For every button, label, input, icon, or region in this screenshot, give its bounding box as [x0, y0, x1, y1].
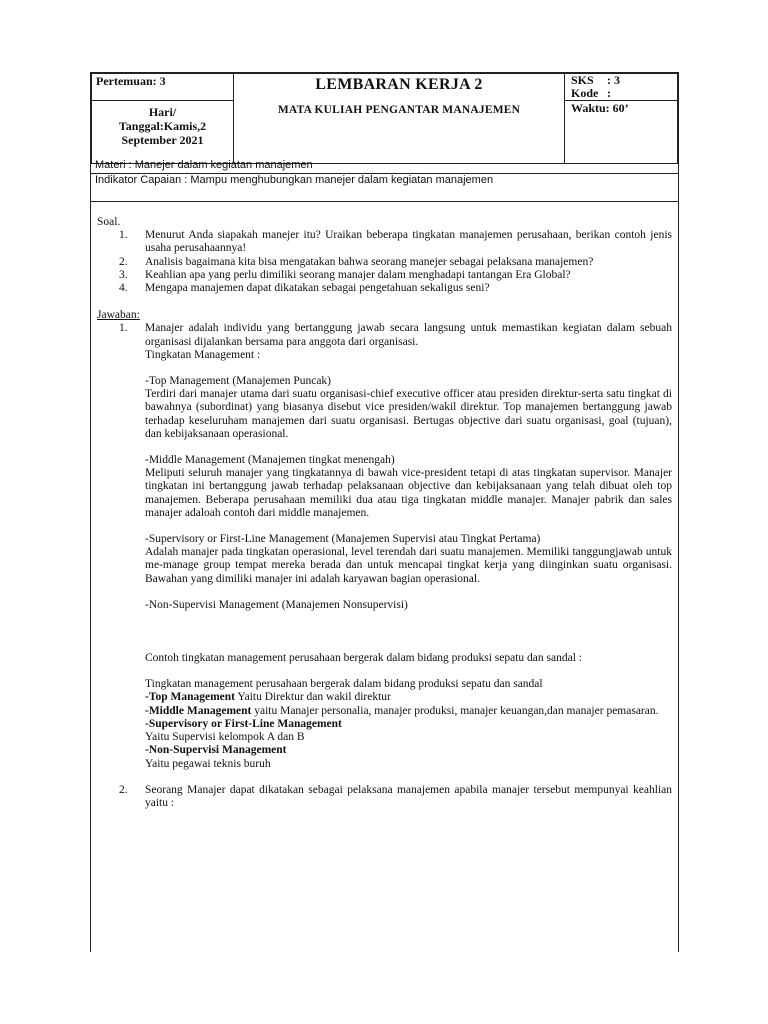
example-supervisory-bold — [145, 718, 672, 731]
waktu-cell — [565, 101, 678, 164]
worksheet-content — [97, 216, 672, 810]
worksheet-header — [91, 73, 678, 164]
example-middle-rest: yaitu Manajer personalia, manajer produksi, manajer keuangan,dan manajer pemasaran. — [251, 704, 659, 717]
materi-text: Materi : Manejer dalam kegiatan manajemen — [95, 159, 313, 171]
example-non-supervisi-rest: Yaitu pegawai teknis buruh — [145, 757, 271, 770]
course-subtitle: MATA KULIAH PENGANTAR MANAJEMEN — [277, 104, 521, 116]
question-list — [97, 229, 672, 295]
non-supervisi-title: -Non-Supervisi Management (Manajemen Nonsupervisi) — [145, 598, 408, 611]
example-middle — [145, 705, 672, 718]
title-cell — [234, 74, 565, 164]
sks-kode-cell — [565, 74, 678, 101]
tingkatan-line: Tingkatan management perusahaan bergerak dalam bidang produksi sepatu dan sandal — [145, 678, 543, 691]
answer-1 — [97, 322, 672, 770]
sks-label: SKS — [571, 73, 594, 87]
answer-2 — [97, 784, 672, 810]
tingkatan-heading: Tingkatan Management : — [145, 348, 261, 361]
indikator-text: Indikator Capaian : Mampu menghubungkan manejer dalam kegiatan manajemen — [95, 174, 494, 186]
question-item — [97, 282, 672, 295]
supervisory-title: -Supervisory or First-Line Management (Manajemen Supervisi atau Tingkat Pertama) — [145, 533, 541, 546]
example-middle-bold: -Middle Management — [145, 704, 252, 717]
example-supervisory-label: -Supervisory or First-Line Management — [145, 717, 342, 730]
kode-value: : — [607, 86, 611, 100]
middle-management-title: -Middle Management (Manajemen tingkat menengah) — [145, 454, 395, 467]
divider-indikator — [91, 201, 678, 202]
pertemuan-text: Pertemuan: 3 — [96, 74, 166, 88]
waktu-text: Waktu: 60’ — [571, 101, 629, 115]
supervisory-text: Adalah manajer pada tingkatan operasional, level terendah dari suatu manajemen. Memiliki tanggungjawab untuk me-manage group tempat mereka berada dan untuk mencapai tingkat kerja yang diinginkan suatu organisasi. Bawahan yang dimiliki manajer ini adalah karyawan bagian operasional. — [145, 546, 672, 585]
question-item — [97, 229, 672, 255]
date-cell — [92, 101, 234, 164]
hari-label: Hari/ — [148, 105, 177, 119]
example-non-supervisi-label: -Non-Supervisi Management — [145, 744, 287, 757]
worksheet-page — [90, 72, 679, 952]
example-top-rest: Yaitu Direktur dan wakil direktur — [234, 691, 391, 704]
question-number: 3. — [119, 268, 128, 281]
question-number: 2. — [119, 255, 128, 268]
question-number: 4. — [119, 282, 128, 295]
question-text: Keahlian apa yang perlu dimiliki seorang manajer dalam menghadapi tantangan Era Global? — [145, 268, 571, 281]
question-text: Menurut Anda siapakah manejer itu? Uraikan beberapa tingkatan manajemen perusahaan, berikan contoh jenis usaha perusahaannya! — [145, 229, 672, 255]
top-management-title: -Top Management (Manajemen Puncak) — [145, 375, 332, 388]
jawaban-heading: Jawaban: — [97, 309, 140, 322]
question-item — [97, 256, 672, 269]
question-number: 1. — [119, 229, 128, 242]
answer-body — [145, 322, 672, 770]
question-text: Analisis bagaimana kita bisa mengatakan bahwa seorang manejer sebagai pelaksana manajemen? — [145, 255, 594, 268]
answer-number: 2. — [119, 783, 128, 796]
example-top-bold: -Top Management — [145, 691, 235, 704]
contoh-text: Contoh tingkatan management perusahaan bergerak dalam bidang produksi sepatu dan sandal : — [145, 652, 582, 665]
answer-number: 1. — [119, 322, 128, 335]
tanggal-label: Tanggal:Kamis,2 — [118, 119, 207, 133]
question-text: Mengapa manajemen dapat dikatakan sebagai pengetahuan sekaligus seni? — [145, 282, 490, 295]
top-management-text: Terdiri dari manajer utama dari suatu organisasi-chief executive officer atau presiden direktur-serta satu tingkat di bawahnya (subordinat) yang biasanya disebut vice presiden/wakil direktur. Top manajemen bertanggung jawab terhadap keseluruham manajemen dari suatu organisasi. Bertugas objective dari suatu organisasi, goal (tujuan), dan kebijaksanaan operasional. — [145, 388, 672, 440]
soal-heading: Soal. — [97, 216, 121, 228]
example-top — [145, 691, 672, 704]
kode-label: Kode — [571, 86, 599, 100]
answer-body: Seorang Manajer dapat dikatakan sebagai pelaksana manajemen apabila manajer tersebut mempunyai keahlian yaitu : — [145, 783, 672, 809]
example-non-supervisi-bold — [145, 744, 672, 757]
pertemuan-cell — [92, 74, 234, 101]
example-supervisory-rest: Yaitu Supervisi kelompok A dan B — [145, 731, 305, 744]
date-value: September 2021 — [121, 133, 204, 147]
question-item — [97, 269, 672, 282]
sks-value: : 3 — [607, 73, 620, 87]
middle-management-text: Meliputi seluruh manajer yang tingkatannya di bawah vice-president tetapi di atas tingkatan supervisor. Manajer tingkatan ini bertanggung jawab terhadap pelaksanaan objective dan kebijaksanaan yang telah dibuat oleh top manajemen. Beberapa perusahaan memiliki dua atau tiga tingkatan middle manajer. Manajer pabrik dan sales manajer adaloah contoh dari middle manajemen. — [145, 467, 672, 519]
worksheet-title: LEMBARAN KERJA 2 — [315, 76, 483, 93]
answer-intro: Manajer adalah individu yang bertanggung jawab secara langsung untuk memastikan kegiatan dalam sebuah organisasi dijalankan bersama para anggota dari organisasi. — [145, 322, 672, 348]
